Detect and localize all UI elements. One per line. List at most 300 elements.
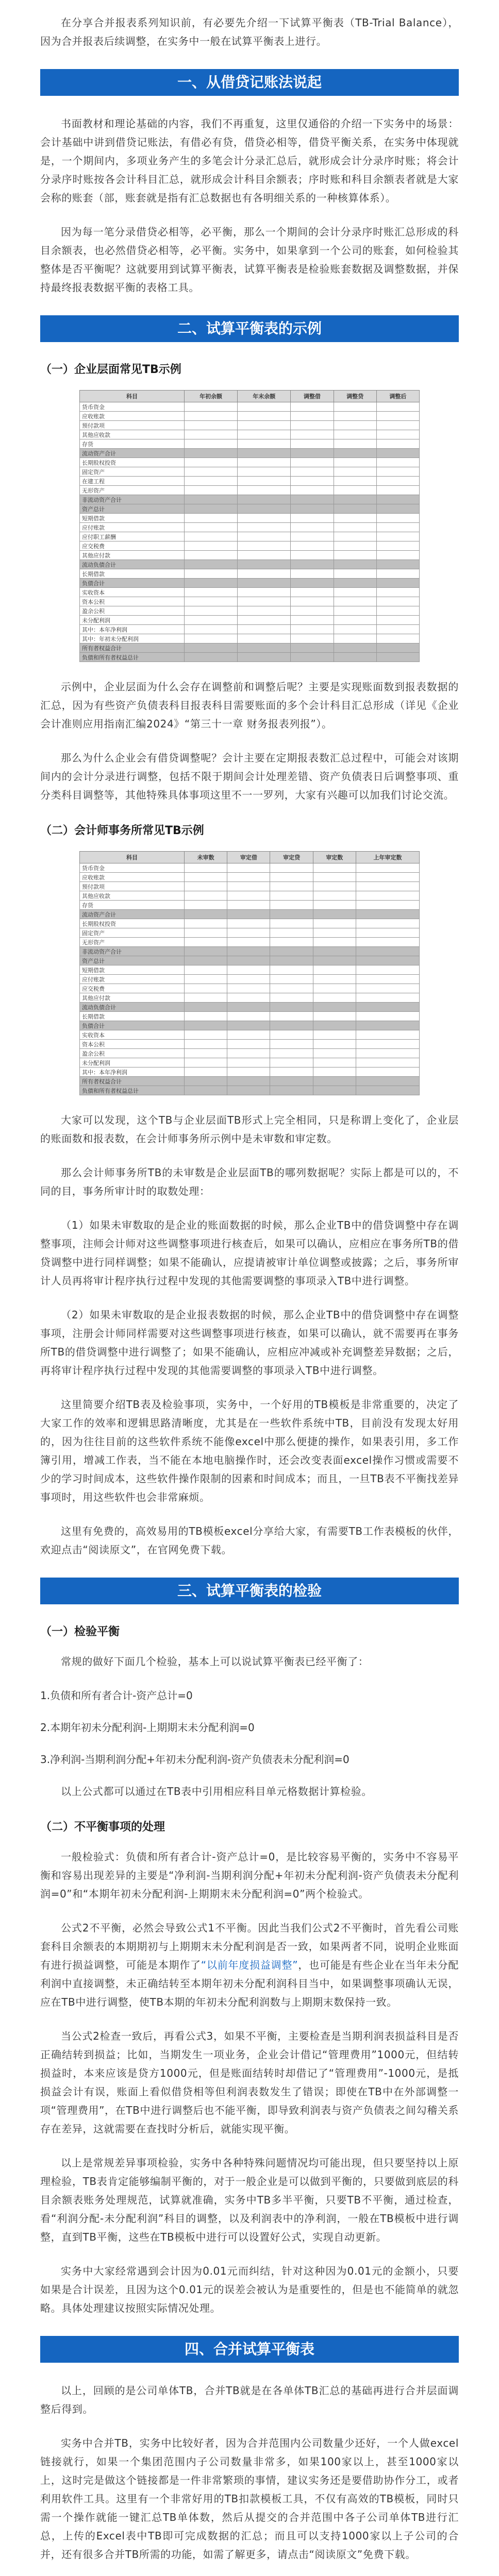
row-cell xyxy=(227,965,270,975)
row-cell xyxy=(334,412,376,421)
row-label: 无形资产 xyxy=(80,486,185,495)
row-cell xyxy=(291,514,334,523)
table-row xyxy=(80,569,420,579)
row-label: 应交税费 xyxy=(80,541,185,551)
table-row xyxy=(80,495,420,504)
row-cell xyxy=(185,486,238,495)
row-cell xyxy=(356,1049,419,1058)
table-row xyxy=(80,421,420,430)
table-header-cell: 科目 xyxy=(80,852,185,863)
row-cell xyxy=(313,975,356,984)
row-cell xyxy=(291,523,334,532)
section-4-title: 四、合并试算平衡表 xyxy=(40,2336,459,2363)
row-cell xyxy=(227,956,270,965)
row-cell xyxy=(313,901,356,910)
row-label: 未分配利润 xyxy=(80,616,185,625)
row-cell xyxy=(270,1040,313,1049)
row-label: 货币资金 xyxy=(80,863,185,873)
row-label: 资产总计 xyxy=(80,956,185,965)
section-3-paragraph-6: 以上是常规差异事项检验，实务中各种特殊问题情况均可能出现，但只要坚持以上原理检验，TB表肯定能够编制平衡的，对于一般企业是可以做到平衡的，只要做到底层的科目余额表账务处理规范，试算就准确，实务中TB多半平衡，只要TB不平衡，通过检查，看“利润分配-未分配利润”科目的调整，以及利润表中的净利润，一般在TB模板中进行调整，直到TB平衡，这些在TB模板中进行可以设置好公式，实现自动更新。 xyxy=(40,2157,459,2243)
row-cell xyxy=(376,532,419,541)
table-row xyxy=(80,1058,420,1067)
section-3-paragraph-2: 以上公式都可以通过在TB表中引用相应科目单元格数据计算检验。 xyxy=(61,1785,372,1798)
row-cell xyxy=(356,928,419,938)
row-label: 资产总计 xyxy=(80,504,185,514)
row-cell xyxy=(270,891,313,901)
row-cell xyxy=(313,993,356,1003)
row-cell xyxy=(238,486,291,495)
row-cell xyxy=(185,901,227,910)
row-cell xyxy=(313,1086,356,1095)
section-3-paragraph-5: 当公式2检查一致后，再看公式3，如果不平衡，主要检查是当期利润表损益科目是否正确结转到损益；比如，当期发生一项业务，企业会计借记“管理费用”1000元，但结转损益时，本来应该是贷方1000元，但是账面结转时却借记了“管理费用”-1000元，是抵损益会计有误，账面上看似借贷相等但利润表数发生了错误；即使在TB中在外部调整一项“管理费用”，在TB中进行调整后也不能平衡，即导致利润表与资产负债表之间勾稽关系存在差异，这就需要在查找时分析后，就能实现平衡。 xyxy=(40,2030,459,2135)
table-header-cell: 审定借 xyxy=(227,852,270,863)
table-row xyxy=(80,514,420,523)
row-cell xyxy=(227,1077,270,1086)
row-cell xyxy=(227,938,270,947)
row-cell xyxy=(238,412,291,421)
row-cell xyxy=(313,1003,356,1012)
row-label: 资本公积 xyxy=(80,1040,185,1049)
row-cell xyxy=(270,901,313,910)
row-cell xyxy=(356,1003,419,1012)
row-label: 其中：本年净利润 xyxy=(80,1067,185,1077)
row-label: 所有者权益合计 xyxy=(80,643,185,653)
row-cell xyxy=(334,495,376,504)
row-cell xyxy=(238,579,291,588)
row-label: 负债合计 xyxy=(80,1021,185,1030)
table-row xyxy=(80,947,420,956)
row-cell xyxy=(356,947,419,956)
row-cell xyxy=(356,863,419,873)
intro-paragraph: 在分享合并报表系列知识前，有必要先介绍一下试算平衡表（TB-Trial Balance），因为合并报表后续调整，在实务中一般在试算平衡表上进行。 xyxy=(40,16,459,47)
row-cell xyxy=(270,1049,313,1058)
row-cell xyxy=(270,1058,313,1067)
row-cell xyxy=(185,863,227,873)
row-cell xyxy=(376,504,419,514)
row-cell xyxy=(227,1058,270,1067)
section-3-paragraph-4 xyxy=(40,1919,459,2011)
row-cell xyxy=(313,919,356,928)
row-cell xyxy=(238,467,291,477)
row-cell xyxy=(334,588,376,597)
table-row xyxy=(80,560,420,569)
row-cell xyxy=(356,919,419,928)
row-cell xyxy=(185,891,227,901)
row-cell xyxy=(270,919,313,928)
row-cell xyxy=(185,439,238,449)
row-cell xyxy=(376,486,419,495)
row-cell xyxy=(270,947,313,956)
row-cell xyxy=(334,523,376,532)
row-cell xyxy=(356,993,419,1003)
row-cell xyxy=(238,588,291,597)
row-cell xyxy=(238,421,291,430)
row-cell xyxy=(238,439,291,449)
row-cell xyxy=(270,910,313,919)
row-cell xyxy=(270,975,313,984)
row-cell xyxy=(291,625,334,634)
row-cell xyxy=(376,625,419,634)
row-cell xyxy=(185,402,238,412)
table-row xyxy=(80,532,420,541)
row-cell xyxy=(227,984,270,993)
row-cell xyxy=(356,1086,419,1095)
row-cell xyxy=(356,1058,419,1067)
row-cell xyxy=(376,458,419,467)
row-cell xyxy=(270,1067,313,1077)
row-cell xyxy=(238,634,291,643)
row-cell xyxy=(270,993,313,1003)
row-cell xyxy=(185,458,238,467)
row-cell xyxy=(291,569,334,579)
row-cell xyxy=(185,514,238,523)
row-cell xyxy=(376,569,419,579)
row-cell xyxy=(313,882,356,891)
section-2-sub-2: （二）会计师事务所常见TB示例 xyxy=(40,824,204,837)
row-cell xyxy=(238,606,291,616)
row-cell xyxy=(356,1077,419,1086)
row-label: 货币资金 xyxy=(80,402,185,412)
table-row xyxy=(80,956,420,965)
row-cell xyxy=(356,1030,419,1040)
row-cell xyxy=(334,439,376,449)
row-label: 负债合计 xyxy=(80,579,185,588)
row-label: 流动负债合计 xyxy=(80,560,185,569)
row-cell xyxy=(238,514,291,523)
row-cell xyxy=(356,956,419,965)
row-cell xyxy=(313,965,356,975)
table-row xyxy=(80,1021,420,1030)
row-cell xyxy=(238,495,291,504)
row-cell xyxy=(185,477,238,486)
row-cell xyxy=(185,560,238,569)
row-cell xyxy=(238,597,291,606)
tb-table-2-figure xyxy=(40,851,459,1095)
row-cell xyxy=(185,1049,227,1058)
row-cell xyxy=(270,1030,313,1040)
row-cell xyxy=(185,569,238,579)
row-cell xyxy=(376,588,419,597)
row-cell xyxy=(238,625,291,634)
row-cell xyxy=(185,430,238,439)
table-row xyxy=(80,965,420,975)
row-cell xyxy=(334,551,376,560)
row-cell xyxy=(238,616,291,625)
row-label: 长期借款 xyxy=(80,1012,185,1021)
row-cell xyxy=(270,965,313,975)
table-row xyxy=(80,523,420,532)
table-row xyxy=(80,643,420,653)
table-row xyxy=(80,412,420,421)
row-cell xyxy=(376,597,419,606)
row-label: 短期借款 xyxy=(80,965,185,975)
section-3-paragraph-1: 常规的做好下面几个检验，基本上可以说试算平衡表已经平衡了： xyxy=(61,1655,369,1668)
row-cell xyxy=(291,616,334,625)
row-cell xyxy=(227,1049,270,1058)
row-cell xyxy=(185,919,227,928)
formula-3: 3.净利润-当期利润分配+年初未分配利润-资产负债表未分配利润=0 xyxy=(40,1753,350,1766)
row-cell xyxy=(185,1058,227,1067)
table-row xyxy=(80,616,420,625)
row-cell xyxy=(185,467,238,477)
row-label: 流动资产合计 xyxy=(80,910,185,919)
row-cell xyxy=(227,993,270,1003)
row-cell xyxy=(185,1030,227,1040)
row-cell xyxy=(376,606,419,616)
row-cell xyxy=(356,873,419,882)
table-row xyxy=(80,551,420,560)
row-cell xyxy=(376,412,419,421)
table-row xyxy=(80,449,420,458)
row-label: 其中：本年净利润 xyxy=(80,625,185,634)
row-cell xyxy=(313,928,356,938)
row-cell xyxy=(227,863,270,873)
row-cell xyxy=(291,421,334,430)
row-cell xyxy=(376,560,419,569)
row-cell xyxy=(270,1077,313,1086)
table-row xyxy=(80,653,420,662)
row-cell xyxy=(334,477,376,486)
row-cell xyxy=(227,1030,270,1040)
table-row xyxy=(80,928,420,938)
row-cell xyxy=(185,1067,227,1077)
row-label: 预付款项 xyxy=(80,421,185,430)
row-cell xyxy=(270,873,313,882)
table-row xyxy=(80,882,420,891)
row-cell xyxy=(238,541,291,551)
row-cell xyxy=(334,541,376,551)
row-cell xyxy=(227,910,270,919)
row-cell xyxy=(185,616,238,625)
table-row xyxy=(80,901,420,910)
row-cell xyxy=(185,551,238,560)
row-cell xyxy=(334,569,376,579)
section-2-paragraph-2: 那么为什么企业会有借贷调整呢？会计主要在定期报表数汇总过程中，可能会对该期间内的会计分录进行调整，包括不限于期间会计处理差错、资产负债表日后调整事项、重分类科目调整等，其他特殊具体事项这里不一一罗列，大家有兴趣可以加我们讨论交流。 xyxy=(40,752,459,801)
section-2-paragraph-6: （2）如果未审数取的是企业报表数据的时候，那么企业TB中的借贷调整中存在调整事项，注册会计师同样需要对这些调整事项进行核查，如果可以确认，就不需要再在事务所TB的借贷调整中进行调整了；如果不能确认，应相应冲减或补充调整差异数据；之后，再将审计程序执行过程中发现的其他需要调整的事项录入TB中进行调整。 xyxy=(40,1309,459,1377)
row-cell xyxy=(238,569,291,579)
row-label: 其他应付款 xyxy=(80,993,185,1003)
section-2-paragraph-5: （1）如果未审数取的是企业的账面数据的时候，那么企业TB中的借贷调整中存在调整事项，注师会计师对这些调整事项进行核查后，如果可以确认，应相应在事务所TB的借贷调整中进行同样调整；如果不能确认，应提请被审计单位调整或披露；之后，事务所审计人员再将审计程序执行过程中发现的其他需要调整的事项录入TB中进行调整。 xyxy=(40,1219,459,1287)
section-2-sub-1: （一）企业层面常见TB示例 xyxy=(40,363,181,376)
p4-text-b: ，也可能是有些企业在当年未分配利润中直接调整，未正确结转至本期年初未分配利润科目当中，如果调整事项确认无误，应在TB中进行调整，使TB本期的年初未分配利润数与上期期末数保持一致。 xyxy=(40,1959,459,2008)
table-row xyxy=(80,458,420,467)
table-row xyxy=(80,504,420,514)
table-row xyxy=(80,863,420,873)
row-label: 长期股权投资 xyxy=(80,919,185,928)
table-header-cell: 审定贷 xyxy=(270,852,313,863)
tb-table-1 xyxy=(79,390,420,662)
section-4-paragraph-1: 以上，回顾的是公司单体TB，合并TB就是在各单体TB汇总的基础再进行合并层面调整后得到。 xyxy=(40,2384,459,2415)
row-cell xyxy=(334,625,376,634)
row-cell xyxy=(227,947,270,956)
section-3-sub-1: （一）检验平衡 xyxy=(40,1625,120,1638)
row-cell xyxy=(291,412,334,421)
row-cell xyxy=(270,938,313,947)
row-cell xyxy=(313,1040,356,1049)
row-cell xyxy=(185,1003,227,1012)
row-cell xyxy=(185,625,238,634)
section-1-paragraph-2: 因为每一笔分录借贷必相等，必平衡，那么一个期间的会计分录序时账汇总形成的科目余额表，也必然借贷必相等，必平衡。实务中，如果拿到一个公司的账套，如何检验其整体是否平衡呢？这就要用到试算平衡表，试算平衡表是检验账套数据及调整数据，并保持最终报表数据平衡的表格工具。 xyxy=(40,226,459,294)
row-label: 固定资产 xyxy=(80,467,185,477)
row-cell xyxy=(185,597,238,606)
row-cell xyxy=(376,477,419,486)
row-cell xyxy=(185,532,238,541)
row-cell xyxy=(334,458,376,467)
row-cell xyxy=(356,1021,419,1030)
table-row xyxy=(80,625,420,634)
table-row xyxy=(80,402,420,412)
section-2-paragraph-7: 这里简要介绍TB表及检验事项，实务中，一个好用的TB模板是非常重要的，决定了大家工作的效率和逻辑思路清晰度，尤其是在一些软件系统中TB，目前没有发现太好用的，因为往往目前的这些软件系统不能像excel中那么便捷的操作，如果表引用，多工作簿引用，增减工作表，当不能在本地电脑操作时，还会改变表面excel操作习惯或需要不少的学习时间成本，这些软件操作限制的因素和时间成本；而且，一旦TB表不平衡找差异事项时，用这些软件也会非常麻烦。 xyxy=(40,1398,459,1503)
table-row xyxy=(80,1012,420,1021)
row-cell xyxy=(356,965,419,975)
row-cell xyxy=(376,616,419,625)
section-3-paragraph-3: 一般检验式：负债和所有者合计-资产总计=0，是比较容易平衡的，实务中不容易平衡和容易出现差异的主要是“净利润-当期利润分配+年初未分配利润-资产负债表未分配利润=0”和“本期年初未分配利润-上期期末未分配利润=0”两个检验式。 xyxy=(40,1851,459,1900)
row-cell xyxy=(185,956,227,965)
row-cell xyxy=(291,541,334,551)
row-cell xyxy=(291,477,334,486)
table-row xyxy=(80,993,420,1003)
row-cell xyxy=(185,653,238,662)
row-cell xyxy=(238,402,291,412)
row-cell xyxy=(291,551,334,560)
row-cell xyxy=(227,891,270,901)
row-cell xyxy=(291,402,334,412)
row-cell xyxy=(185,975,227,984)
table-row xyxy=(80,439,420,449)
row-cell xyxy=(185,965,227,975)
row-cell xyxy=(313,1049,356,1058)
row-cell xyxy=(185,1040,227,1049)
row-cell xyxy=(291,643,334,653)
row-cell xyxy=(291,495,334,504)
row-cell xyxy=(334,449,376,458)
table-row xyxy=(80,541,420,551)
row-cell xyxy=(185,579,238,588)
p4-text-a: 公式2不平衡，必然会导致公式1不平衡。因此当我们公式2不平衡时，首先看公司账套科目余额表的本期期初与上期期末未分配利润是否一致，如果两者不同，说明企业账面有进行损益调整，可能是本期作了 xyxy=(40,1922,459,1971)
row-cell xyxy=(238,504,291,514)
table-row xyxy=(80,634,420,643)
row-cell xyxy=(185,1021,227,1030)
row-cell xyxy=(291,458,334,467)
row-label: 应交税费 xyxy=(80,984,185,993)
row-cell xyxy=(313,956,356,965)
row-cell xyxy=(376,541,419,551)
row-cell xyxy=(356,984,419,993)
row-cell xyxy=(334,430,376,439)
row-cell xyxy=(313,1030,356,1040)
row-cell xyxy=(227,975,270,984)
row-label: 负债和所有者权益总计 xyxy=(80,653,185,662)
row-cell xyxy=(227,1040,270,1049)
row-cell xyxy=(185,495,238,504)
row-label: 其他应收款 xyxy=(80,891,185,901)
row-cell xyxy=(376,495,419,504)
row-cell xyxy=(313,947,356,956)
row-cell xyxy=(356,1012,419,1021)
row-cell xyxy=(376,449,419,458)
row-cell xyxy=(291,449,334,458)
row-cell xyxy=(313,1077,356,1086)
row-cell xyxy=(313,1067,356,1077)
row-cell xyxy=(185,993,227,1003)
row-cell xyxy=(185,504,238,514)
table-header-cell: 调整借 xyxy=(291,391,334,402)
row-cell xyxy=(270,1003,313,1012)
row-cell xyxy=(238,477,291,486)
row-cell xyxy=(238,560,291,569)
row-cell xyxy=(334,616,376,625)
row-cell xyxy=(334,653,376,662)
row-cell xyxy=(334,560,376,569)
table-row xyxy=(80,910,420,919)
row-cell xyxy=(185,873,227,882)
row-cell xyxy=(334,606,376,616)
row-cell xyxy=(185,984,227,993)
table-header-cell: 调整后 xyxy=(376,391,419,402)
section-3-sub-2: （二）不平衡事项的处理 xyxy=(40,1821,165,1834)
table-row xyxy=(80,588,420,597)
row-cell xyxy=(313,938,356,947)
row-label: 预付款项 xyxy=(80,882,185,891)
table-row xyxy=(80,579,420,588)
row-label: 长期股权投资 xyxy=(80,458,185,467)
row-cell xyxy=(185,523,238,532)
row-cell xyxy=(376,653,419,662)
row-label: 其中：年初未分配利润 xyxy=(80,634,185,643)
row-label: 未分配利润 xyxy=(80,1058,185,1067)
row-cell xyxy=(356,891,419,901)
row-cell xyxy=(291,430,334,439)
prior-year-adjustment-link[interactable]: “以前年度损益调整” xyxy=(201,1959,298,1971)
row-cell xyxy=(313,1021,356,1030)
table-row xyxy=(80,891,420,901)
row-cell xyxy=(356,901,419,910)
table-row xyxy=(80,597,420,606)
row-cell xyxy=(313,1058,356,1067)
table-row xyxy=(80,938,420,947)
row-cell xyxy=(291,504,334,514)
table-row xyxy=(80,1030,420,1040)
row-cell xyxy=(334,532,376,541)
row-label: 无形资产 xyxy=(80,938,185,947)
table-row xyxy=(80,467,420,477)
row-cell xyxy=(185,947,227,956)
row-cell xyxy=(291,653,334,662)
section-4-paragraph-2: 实务中合并TB，实务中比较好者，因为合并范围内公司数量少还好，一个人做excel链接就行，如果一个集团范围内子公司数量非常多，如果100家以上，甚至1000家以上，这时完是做这个链接都是一件非常繁琐的事情，建议实务还是要借助协作分工，或者利用软件工具。这里有一个非常好用的TB扣款模板工具，不仅有高效的TB模板，同时只需一个操作就能一键汇总TB单体数，然后从提交的合并范围中各子公司单体TB进行汇总，上传的Excel表中TB即可完成数据的汇总；而且可以支持1000家以上子公司的合并，还有很多合并TB所需的功能，如需了解更多，请点击“阅读原文”免费下载。 xyxy=(40,2437,459,2561)
row-label: 流动负债合计 xyxy=(80,1003,185,1012)
section-1-paragraph-1: 书面教材和理论基础的内容，我们不再重复，这里仅通俗的介绍一下实务中的场景：会计基础中讲到借贷记账法，有借必有贷，借贷必相等，借贷平衡关系，在实务中体现就是，一个期间内，多项业务产生的多笔会计分录汇总后，就形成会计分录序时账；将会计分录序时账按各会计科目汇总，就形成会计科目余额表；序时账和科目余额表者就是大家会称的账套（部，账套就是指有汇总数据也有各明细关系的一种核算体系）。 xyxy=(40,117,459,204)
row-label: 流动资产合计 xyxy=(80,449,185,458)
row-cell xyxy=(291,486,334,495)
row-cell xyxy=(238,458,291,467)
row-cell xyxy=(185,634,238,643)
table-row xyxy=(80,1003,420,1012)
row-cell xyxy=(185,1086,227,1095)
row-cell xyxy=(376,523,419,532)
row-cell xyxy=(270,928,313,938)
row-cell xyxy=(238,643,291,653)
row-cell xyxy=(238,430,291,439)
row-cell xyxy=(356,1040,419,1049)
row-cell xyxy=(291,532,334,541)
row-cell xyxy=(313,891,356,901)
row-cell xyxy=(270,1021,313,1030)
row-label: 长期借款 xyxy=(80,569,185,579)
row-cell xyxy=(334,421,376,430)
row-cell xyxy=(227,873,270,882)
row-label: 非流动资产合计 xyxy=(80,947,185,956)
row-cell xyxy=(376,430,419,439)
